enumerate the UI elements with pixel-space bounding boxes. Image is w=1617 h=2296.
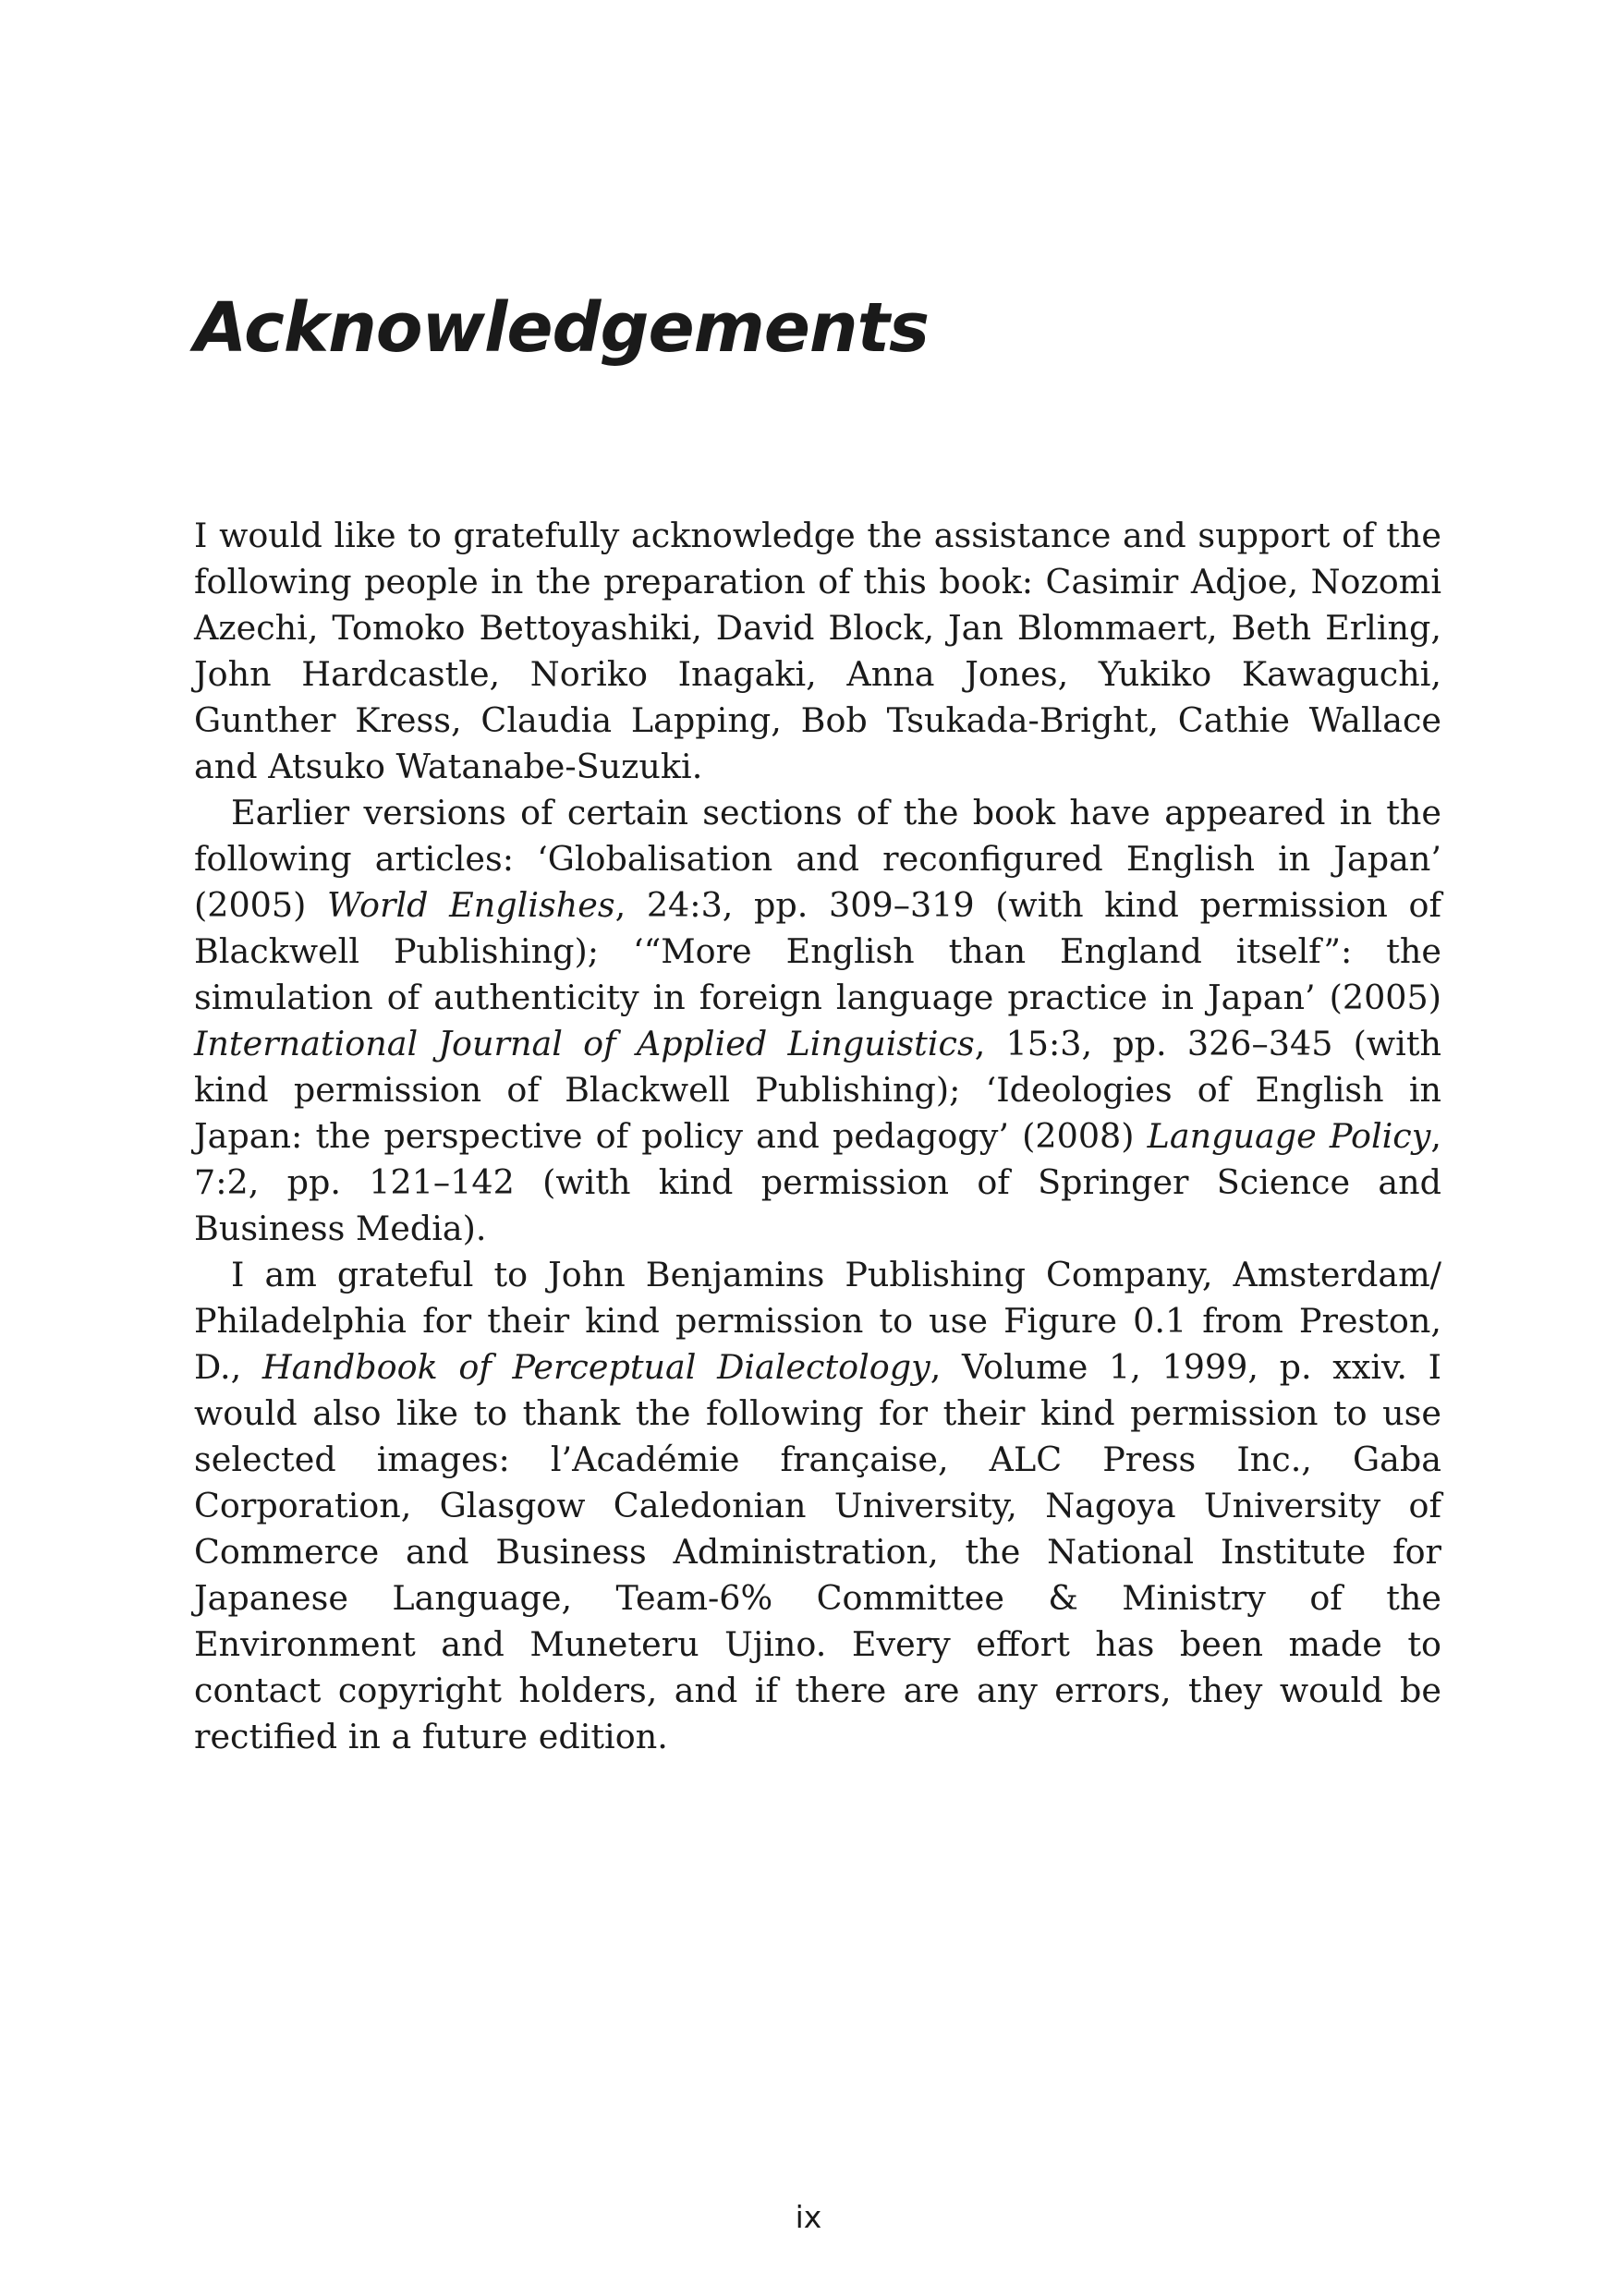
journal-title: Language Policy (1147, 1116, 1431, 1156)
paragraph-text: Earlier versions of certain sections of the book have appeared in the following articles: ‘Globalisation and reconfigured English in Japan’ (2005) (194, 793, 1441, 925)
paragraph-earlier-versions (194, 790, 1441, 1252)
journal-title: International Journal of Applied Linguistics (194, 1024, 975, 1063)
page-title: Acknowledgements (194, 288, 930, 368)
paragraph-people: I would like to gratefully acknowledge the assistance and support of the following people in the preparation of this book: Casimir Adjoe, Nozomi Azechi, Tomoko Bettoyashiki, David Block, Jan Blommaert, Beth Erling, John Hardcastle, Noriko Inagaki, Anna Jones, Yukiko Kawaguchi, Gunther Kress, Claudia Lapping, Bob Tsukada-Bright, Cathie Wallace and Atsuko Watanabe-Suzuki. (194, 516, 1441, 786)
paragraph-permissions (194, 1252, 1441, 1760)
journal-title: World Englishes (327, 885, 615, 925)
paragraph-text: , 24:3, pp. 309–319 (with kind permission of Blackwell Publishing); ‘“More English than England itself”: the simulation of authenticity in foreign language practice in Japan’ (2005) (194, 885, 1441, 1017)
acknowledgements-body (194, 513, 1441, 1760)
page-number: ix (795, 2199, 822, 2235)
book-title: Handbook of Perceptual Dialectology (261, 1347, 930, 1387)
paragraph-text: , 15:3, pp. 326–345 (with kind permission of Blackwell Publishing); ‘Ideologies of English in Japan: the perspective of policy and pedagogy’ (2008) (194, 1024, 1442, 1156)
paragraph-text: , Volume 1, 1999, p. xxiv. I would also like to thank the following for their kind permission to use selected images: l’Académie française, ALC Press Inc., Gaba Corporation, Glasgow Caledonian University, Nagoya University of Commerce and Business Administration, the National Institute for Japanese Language, Team-6% Committee & Ministry of the Environment and Muneteru Ujino. Every effort has been made to contact copyright holders, and if there are any errors, they would be rectified in a future edition. (194, 1347, 1441, 1756)
paragraph-text: I am grateful to John Benjamins Publishing Company, Amsterdam/ Philadelphia for their kind permission to use Figure 0.1 from Preston, D., (194, 1255, 1441, 1387)
paragraph-text: , 7:2, pp. 121–142 (with kind permission of Springer Science and Business Media). (194, 1116, 1441, 1248)
